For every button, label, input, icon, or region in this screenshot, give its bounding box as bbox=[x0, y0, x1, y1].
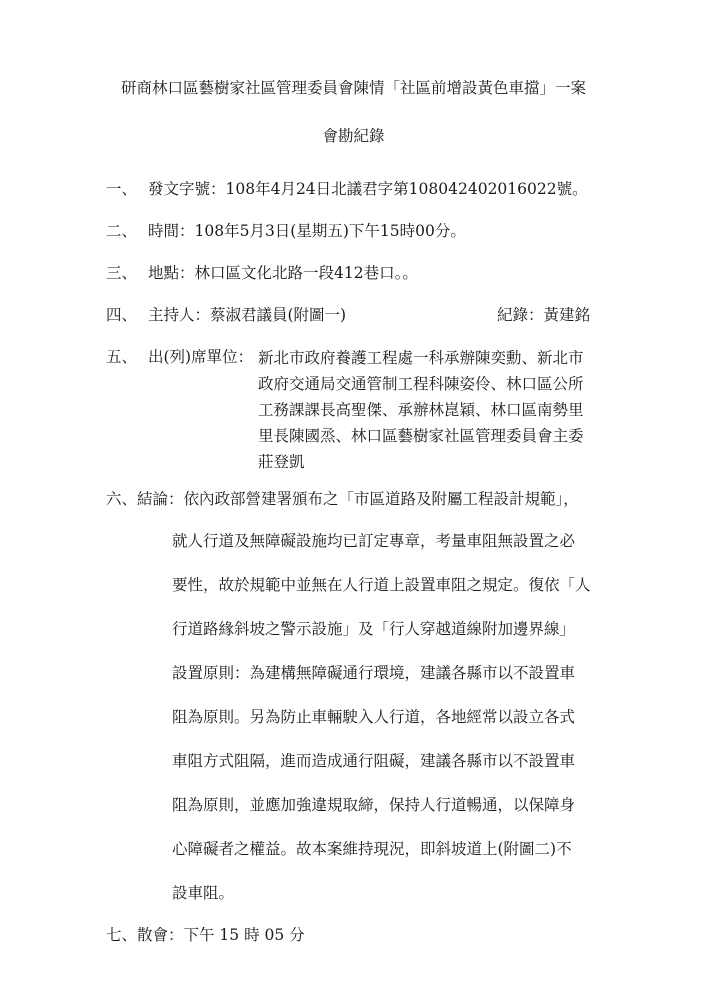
attendees-line: 莊登凱 bbox=[258, 453, 305, 471]
item-number-2: 二、 bbox=[106, 222, 138, 240]
conclusion-line: 設車阻。 bbox=[172, 884, 235, 902]
attendees-line: 新北市政府養護工程處一科承辦陳奕勳、新北市 bbox=[258, 349, 584, 367]
item-number-1: 一、 bbox=[106, 180, 138, 198]
place-line: 地點：林口區文化北路一段412巷口。。 bbox=[148, 264, 418, 282]
adjourn-line: 七、散會：下午 15 時 05 分 bbox=[106, 926, 305, 944]
attendees-line: 里長陳國烝、林口區藝樹家社區管理委員會主委 bbox=[258, 427, 584, 445]
document-title: 研商林口區藝樹家社區管理委員會陳情「社區前增設黃色車擋」一案 bbox=[120, 79, 586, 97]
host-line: 主持人：蔡淑君議員(附圖一) bbox=[148, 306, 347, 324]
conclusion-line: 行道路緣斜坡之警示設施」及「行人穿越道線附加邊界線」 bbox=[172, 620, 576, 638]
item-number-4: 四、 bbox=[106, 306, 138, 324]
conclusion-line: 設置原則：為建構無障礙通行環境，建議各縣市以不設置車 bbox=[172, 664, 576, 682]
conclusion-heading: 六、結論：依內政部營建署頒布之「市區道路及附屬工程設計規範」， bbox=[106, 490, 579, 508]
time-line: 時間：108年5月3日(星期五)下午15時00分。 bbox=[148, 222, 466, 240]
item-number-3: 三、 bbox=[106, 264, 138, 282]
attendees-line: 工務課課長高聖傑、承辦林崑穎、林口區南勢里 bbox=[258, 401, 584, 419]
recorder-line: 紀錄：黃建銘 bbox=[497, 306, 591, 324]
document-subtitle: 會勘紀錄 bbox=[322, 127, 385, 145]
conclusion-line: 阻為原則。另為防止車輛駛入人行道，各地經常以設立各式 bbox=[172, 708, 576, 726]
attendees-list bbox=[258, 345, 628, 475]
attendees-line: 政府交通局交通管制工程科陳姿伶、林口區公所 bbox=[258, 375, 584, 393]
item-number-5: 五、 bbox=[106, 348, 138, 366]
conclusion-line: 就人行道及無障礙設施均已訂定專章，考量車阻無設置之必 bbox=[172, 532, 576, 550]
doc-number-line: 發文字號：108年4月24日北議君字第108042402016022號。 bbox=[148, 180, 588, 198]
conclusion-line: 車阻方式阻隔，進而造成通行阻礙，建議各縣市以不設置車 bbox=[172, 752, 576, 770]
conclusion-line: 心障礙者之權益。故本案維持現況，即斜坡道上(附圖二)不 bbox=[172, 840, 572, 858]
attendees-label: 出(列)席單位： bbox=[148, 348, 254, 366]
conclusion-line: 要性，故於規範中並無在人行道上設置車阻之規定。復依「人 bbox=[172, 576, 591, 594]
conclusion-line: 阻為原則，並應加強違規取締，保持人行道暢通，以保障身 bbox=[172, 796, 576, 814]
